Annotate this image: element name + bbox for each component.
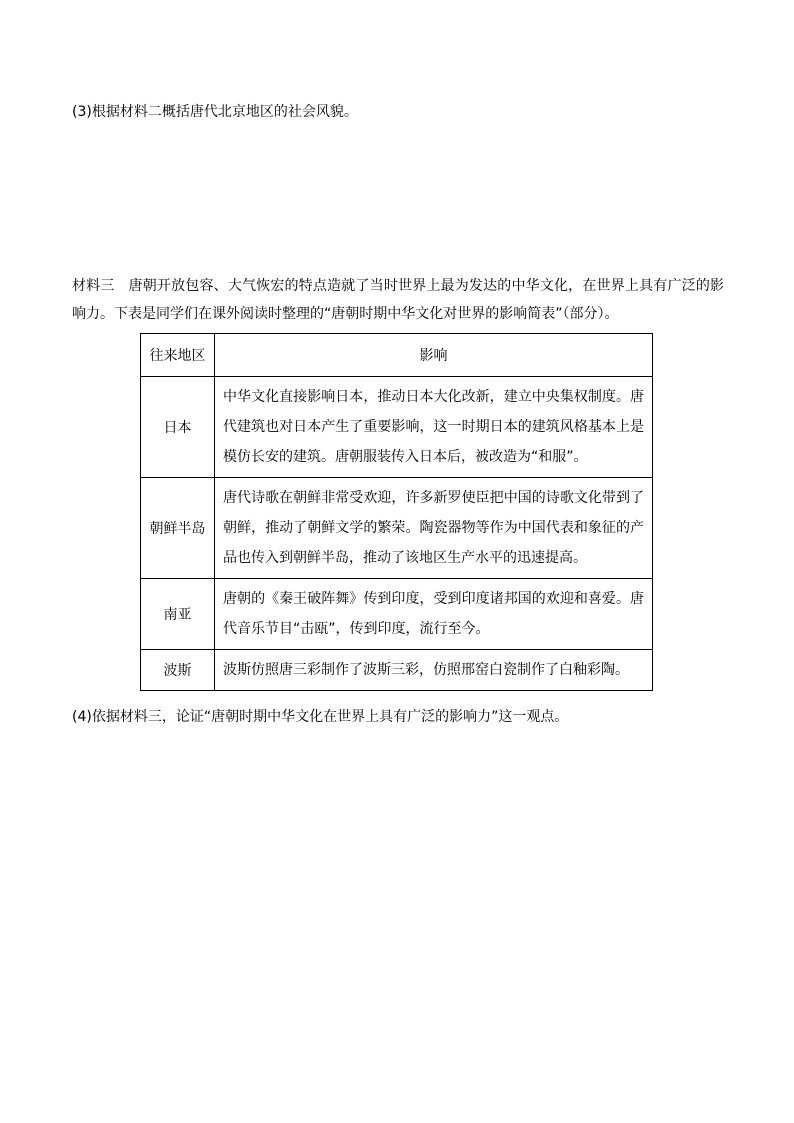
impact-cell: 唐朝的《秦王破阵舞》传到印度，受到印度诸邦国的欢迎和喜爱。唐代音乐节目“击瓯”，传到印度，流行至今。 (215, 579, 653, 650)
region-cell: 日本 (141, 377, 215, 478)
influence-table (140, 333, 653, 691)
impact-cell: 波斯仿照唐三彩制作了波斯三彩，仿照邢窑白瓷制作了白釉彩陶。 (215, 650, 653, 691)
region-cell: 朝鲜半岛 (141, 478, 215, 579)
table-row (141, 478, 653, 579)
question-3: (3)根据材料二概括唐代北京地区的社会风貌。 (72, 104, 358, 120)
table-row (141, 579, 653, 650)
header-impact: 影响 (215, 334, 653, 377)
region-cell: 波斯 (141, 650, 215, 691)
table-header-row (141, 334, 653, 377)
region-cell: 南亚 (141, 579, 215, 650)
material-3 (72, 272, 724, 328)
influence-table-container (140, 333, 653, 691)
material-3-text: 唐朝开放包容、大气恢宏的特点造就了当时世界上最为发达的中华文化，在世界上具有广泛的影响力。下表是同学们在课外阅读时整理的“唐朝时期中华文化对世界的影响简表”（部分）。 (72, 278, 724, 322)
header-region: 往来地区 (141, 334, 215, 377)
impact-cell: 唐代诗歌在朝鲜非常受欢迎，许多新罗使臣把中国的诗歌文化带到了朝鲜，推动了朝鲜文学的繁荣。陶瓷器物等作为中国代表和象征的产品也传入到朝鲜半岛，推动了该地区生产水平的迅速提高。 (215, 478, 653, 579)
table-row (141, 650, 653, 691)
table-row (141, 377, 653, 478)
material-3-label: 材料三 (72, 278, 115, 294)
question-4: (4)依据材料三，论证“唐朝时期中华文化在世界上具有广泛的影响力”这一观点。 (72, 709, 569, 725)
impact-cell: 中华文化直接影响日本，推动日本大化改新，建立中央集权制度。唐代建筑也对日本产生了重要影响，这一时期日本的建筑风格基本上是模仿长安的建筑。唐朝服装传入日本后，被改造为“和服”。 (215, 377, 653, 478)
